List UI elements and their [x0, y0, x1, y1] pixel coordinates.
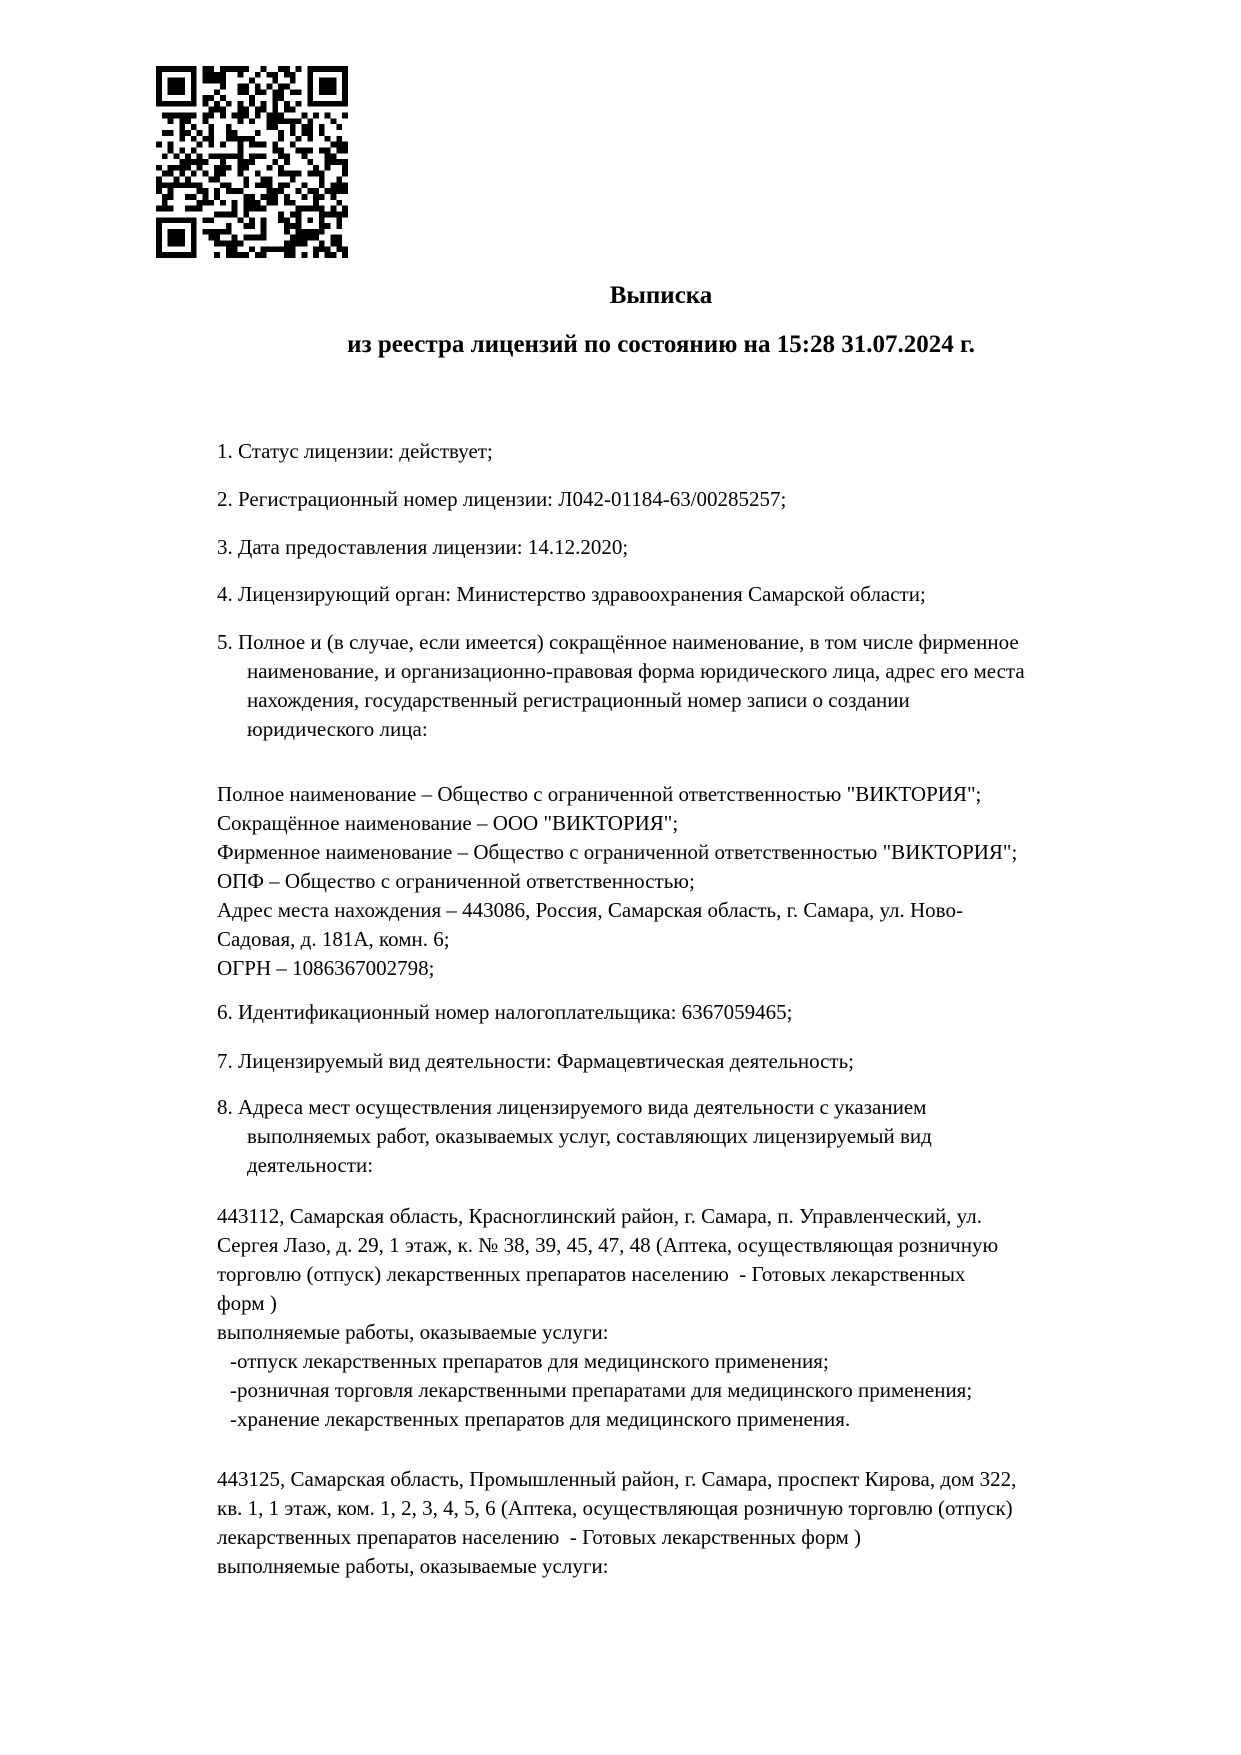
- address-1-line: -хранение лекарственных препаратов для медицинского применения.: [230, 1407, 851, 1431]
- item-5-entity-names-heading-line: нахождения, государственный регистрационный номер записи о создании: [247, 688, 910, 712]
- item-7-licensed-activity: [217, 1047, 1167, 1076]
- item-5-entity-names-heading: [217, 628, 1167, 744]
- address-1-line: форм ): [217, 1291, 277, 1315]
- item-8-activity-addresses-heading-line: деятельности:: [247, 1153, 374, 1177]
- item-6-inn-line: 6. Идентификационный номер налогоплательщика: 6367059465;: [217, 1000, 793, 1024]
- org-details-line: ОПФ – Общество с ограниченной ответственностью;: [217, 869, 695, 893]
- org-details-line: Адрес места нахождения – 443086, Россия, Самарская область, г. Самара, ул. Ново-: [217, 898, 963, 922]
- item-1-license-status-line: 1. Статус лицензии: действует;: [217, 439, 493, 463]
- document-title: Выписка: [609, 282, 713, 309]
- address-2-line: кв. 1, 1 этаж, ком. 1, 2, 3, 4, 5, 6 (Аптека, осуществляющая розничную торговлю (отпуск): [217, 1496, 1013, 1520]
- document-body: [217, 437, 1167, 1581]
- address-2-line: 443125, Самарская область, Промышленный район, г. Самара, проспект Кирова, дом 322,: [217, 1467, 1017, 1491]
- address-1-line: -отпуск лекарственных препаратов для медицинского применения;: [230, 1349, 829, 1373]
- item-8-activity-addresses-heading-line: 8. Адреса мест осуществления лицензируемого вида деятельности с указанием: [217, 1095, 927, 1119]
- item-6-inn: [217, 998, 1167, 1027]
- item-4-licensing-authority-line: 4. Лицензирующий орган: Министерство здравоохранения Самарской области;: [217, 582, 926, 606]
- item-4-licensing-authority: [217, 580, 1167, 609]
- org-details-line: Полное наименование – Общество с ограниченной ответственностью "ВИКТОРИЯ";: [217, 782, 982, 806]
- address-1-line: -розничная торговля лекарственными препаратами для медицинского применения;: [230, 1378, 973, 1402]
- org-details-line: Сокращённое наименование – ООО "ВИКТОРИЯ";: [217, 811, 679, 835]
- item-7-licensed-activity-line: 7. Лицензируемый вид деятельности: Фармацевтическая деятельность;: [217, 1049, 855, 1073]
- qr-code: [156, 66, 348, 258]
- org-details-line: Фирменное наименование – Общество с ограниченной ответственностью "ВИКТОРИЯ";: [217, 840, 1018, 864]
- address-1-line: Сергея Лазо, д. 29, 1 этаж, к. № 38, 39, 45, 47, 48 (Аптека, осуществляющая розничную: [217, 1233, 999, 1257]
- address-2: [217, 1465, 1167, 1581]
- item-2-registration-number-line: 2. Регистрационный номер лицензии: Л042-01184-63/00285257;: [217, 487, 787, 511]
- address-2-line: выполняемые работы, оказываемые услуги:: [217, 1554, 609, 1578]
- address-1-line: торговлю (отпуск) лекарственных препаратов населению - Готовых лекарственных: [217, 1262, 966, 1286]
- org-details-line: ОГРН – 1086367002798;: [217, 956, 435, 980]
- org-details: [217, 780, 1167, 983]
- item-2-registration-number: [217, 485, 1167, 514]
- org-details-line: Садовая, д. 181А, комн. 6;: [217, 927, 450, 951]
- item-8-activity-addresses-heading: [217, 1093, 1167, 1180]
- item-5-entity-names-heading-line: юридического лица:: [247, 717, 428, 741]
- item-3-grant-date: [217, 533, 1167, 562]
- item-8-activity-addresses-heading-line: выполняемых работ, оказываемых услуг, составляющих лицензируемый вид: [247, 1124, 932, 1148]
- address-2-line: лекарственных препаратов населению - Готовых лекарственных форм ): [217, 1525, 862, 1549]
- address-1-line: 443112, Самарская область, Красноглинский район, г. Самара, п. Управленческий, ул.: [217, 1204, 982, 1228]
- item-3-grant-date-line: 3. Дата предоставления лицензии: 14.12.2020;: [217, 535, 629, 559]
- item-5-entity-names-heading-line: наименование, и организационно-правовая форма юридического лица, адрес его места: [247, 659, 1025, 683]
- address-1-line: выполняемые работы, оказываемые услуги:: [217, 1320, 609, 1344]
- address-1: [217, 1202, 1167, 1434]
- item-1-license-status: [217, 437, 1167, 466]
- document-subtitle: из реестра лицензий по состоянию на 15:28 31.07.2024 г.: [347, 331, 975, 358]
- item-5-entity-names-heading-line: 5. Полное и (в случае, если имеется) сокращённое наименование, в том числе фирменное: [217, 630, 1019, 654]
